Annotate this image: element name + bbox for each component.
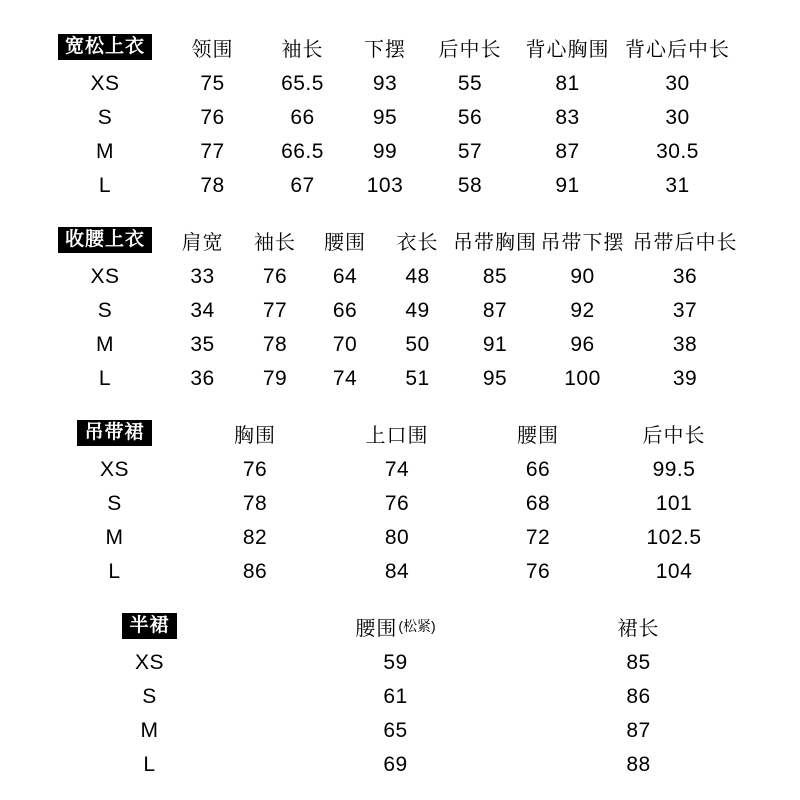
size-label: M (140, 719, 159, 742)
size-value: 92 (570, 299, 595, 322)
size-value: 96 (570, 333, 595, 356)
size-value: 85 (482, 265, 508, 288)
column-header-note: (松紧) (398, 618, 436, 634)
size-value: 99 (372, 140, 398, 163)
size-value: 78 (242, 492, 268, 515)
size-value: 72 (525, 526, 551, 549)
size-value: 59 (383, 651, 408, 674)
table-title-cell (45, 27, 165, 67)
size-value: 36 (190, 367, 215, 390)
size-value: 68 (525, 492, 551, 515)
column-header: 肩宽 (181, 231, 224, 254)
size-value: 58 (457, 174, 483, 197)
size-tables-container (45, 27, 800, 782)
table-title-badge: 半裙 (122, 613, 176, 639)
size-value: 66 (290, 106, 315, 129)
size-value: 76 (242, 458, 268, 481)
table-title-badge: 宽松上衣 (58, 34, 152, 60)
size-value: 74 (384, 458, 410, 481)
table-title-cell (45, 413, 184, 453)
size-value: 30 (665, 72, 690, 95)
size-value: 74 (332, 367, 358, 390)
column-header: 腰围 (517, 424, 559, 447)
size-table-2 (45, 220, 800, 396)
size-value: 65 (383, 719, 408, 742)
size-value: 78 (200, 174, 225, 197)
size-value: 87 (626, 719, 651, 742)
size-value: 81 (555, 72, 580, 95)
column-header: 袖长 (281, 38, 324, 61)
column-header: 领围 (191, 38, 234, 61)
size-value: 30.5 (656, 140, 699, 163)
size-label: S (107, 492, 122, 515)
column-header: 吊带后中长 (632, 231, 738, 254)
size-value: 104 (655, 560, 693, 583)
column-header: 后中长 (438, 38, 502, 61)
size-value: 30 (665, 106, 690, 129)
size-label: L (108, 560, 121, 583)
size-label: XS (134, 651, 164, 674)
column-header (254, 606, 537, 646)
size-value: 95 (482, 367, 508, 390)
size-table-3 (45, 413, 800, 589)
size-value: 55 (457, 72, 483, 95)
size-value: 37 (672, 299, 698, 322)
size-value: 56 (457, 106, 483, 129)
size-value: 102.5 (646, 526, 702, 549)
table-title-badge: 收腰上衣 (58, 227, 152, 253)
size-value: 76 (262, 265, 288, 288)
size-value: 48 (405, 265, 430, 288)
column-header: 吊带下摆 (540, 231, 625, 254)
size-label: L (98, 367, 112, 390)
column-header: 衣长 (396, 231, 439, 254)
size-value: 57 (457, 140, 483, 163)
size-value: 103 (366, 174, 404, 197)
size-table-4 (45, 606, 800, 782)
size-value: 83 (555, 106, 580, 129)
table-title-badge: 吊带裙 (77, 420, 151, 446)
size-value: 95 (372, 106, 398, 129)
size-value: 39 (672, 367, 698, 390)
column-header-text: 腰围 (355, 617, 398, 640)
size-label: S (142, 685, 157, 708)
size-value: 82 (242, 526, 268, 549)
size-label: S (97, 299, 113, 322)
size-label: L (98, 174, 112, 197)
size-value: 93 (372, 72, 398, 95)
column-header: 胸围 (234, 424, 276, 447)
size-value: 76 (384, 492, 410, 515)
column-header: 裙长 (617, 617, 660, 640)
size-value: 69 (383, 753, 408, 776)
size-value: 66 (332, 299, 358, 322)
size-value: 38 (672, 333, 698, 356)
size-value: 85 (626, 651, 651, 674)
size-value: 77 (262, 299, 288, 322)
size-value: 49 (405, 299, 430, 322)
size-value: 87 (482, 299, 508, 322)
size-value: 99.5 (652, 458, 696, 481)
size-label: XS (90, 72, 120, 95)
size-value: 31 (665, 174, 690, 197)
size-value: 66 (525, 458, 551, 481)
size-label: S (97, 106, 113, 129)
size-value: 35 (190, 333, 215, 356)
size-value: 50 (405, 333, 430, 356)
size-value: 91 (555, 174, 580, 197)
size-label: M (96, 140, 114, 163)
size-value: 86 (626, 685, 651, 708)
size-label: XS (99, 458, 129, 481)
size-value: 65.5 (281, 72, 324, 95)
size-label: XS (90, 265, 120, 288)
size-value: 76 (200, 106, 225, 129)
column-header: 腰围 (324, 231, 366, 254)
column-header: 背心胸围 (525, 38, 610, 61)
size-value: 88 (626, 753, 651, 776)
size-value: 51 (405, 367, 430, 390)
size-value: 90 (570, 265, 595, 288)
size-value: 87 (555, 140, 580, 163)
table-title-cell (45, 220, 165, 260)
size-value: 79 (262, 367, 288, 390)
column-header: 上口围 (365, 424, 429, 447)
size-value: 36 (672, 265, 698, 288)
size-value: 64 (332, 265, 358, 288)
size-value: 76 (525, 560, 551, 583)
column-header: 背心后中长 (625, 38, 730, 61)
size-value: 101 (655, 492, 693, 515)
size-label: M (96, 333, 114, 356)
size-value: 86 (242, 560, 268, 583)
table-title-cell (45, 606, 254, 646)
size-value: 80 (384, 526, 410, 549)
size-value: 33 (190, 265, 215, 288)
size-value: 78 (262, 333, 288, 356)
column-header: 吊带胸围 (453, 231, 537, 254)
size-value: 66.5 (281, 140, 324, 163)
column-header: 下摆 (364, 38, 406, 61)
column-header: 后中长 (642, 424, 706, 447)
size-value: 100 (564, 367, 601, 390)
size-value: 61 (383, 685, 408, 708)
size-value: 84 (384, 560, 410, 583)
size-value: 70 (332, 333, 358, 356)
size-value: 67 (290, 174, 315, 197)
size-value: 91 (482, 333, 508, 356)
size-value: 75 (200, 72, 225, 95)
column-header: 袖长 (254, 231, 296, 254)
size-label: M (105, 526, 124, 549)
size-value: 34 (190, 299, 215, 322)
size-value: 77 (200, 140, 225, 163)
size-table-1 (45, 27, 800, 203)
size-label: L (143, 753, 156, 776)
